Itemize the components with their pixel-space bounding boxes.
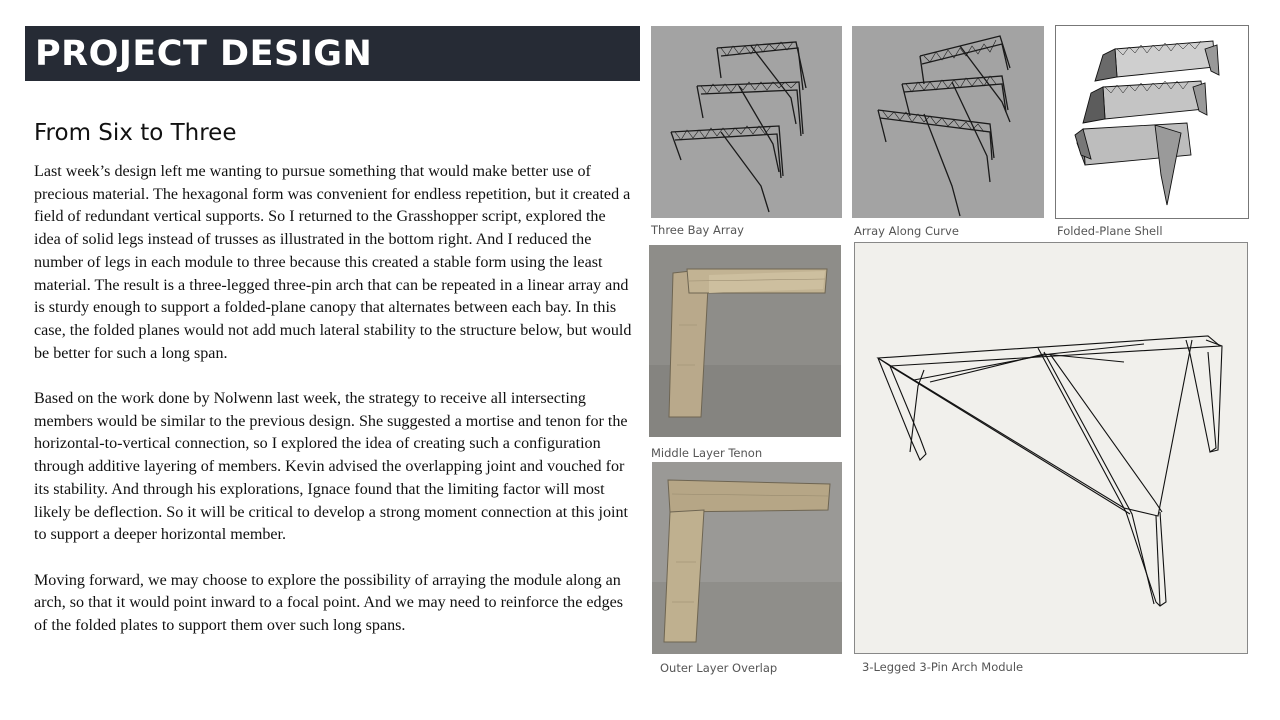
array-along-curve-image — [852, 26, 1044, 218]
paragraph-3: Moving forward, we may choose to explore the possibility of arraying the module along an arch, so that it would point inward to a focal point. And we may need to reinforce the edges of the folded plates to support them over such long spans. — [34, 571, 624, 635]
title-bar — [25, 26, 640, 81]
outer-layer-overlap-photo — [652, 462, 842, 654]
caption-array-along-curve: Array Along Curve — [854, 224, 959, 238]
caption-three-bay-array: Three Bay Array — [651, 223, 744, 237]
section-subtitle: From Six to Three — [34, 120, 237, 146]
paragraph-2: Based on the work done by Nolwenn last week, the strategy to receive all intersecting members would be similar to the previous design. She suggested a mortise and tenon for the horizontal-to-vertical connection, so I explored the idea of creating such a configuration through additive layering of members. Kevin advised the overlapping joint and vouched for its stability. And through his explorations, Ignace found that the limiting factor will most likely be deflection. So it will be critical to develop a strong moment connection at this joint to support a deeper horizontal member. — [34, 390, 628, 544]
page-title: PROJECT DESIGN — [35, 34, 373, 74]
caption-middle-layer-tenon: Middle Layer Tenon — [651, 446, 763, 460]
folded-plane-shell-image — [1055, 25, 1249, 219]
caption-outer-layer-overlap: Outer Layer Overlap — [660, 661, 778, 675]
caption-folded-plane-shell: Folded-Plane Shell — [1057, 224, 1163, 238]
body-text — [34, 161, 634, 660]
arch-module-drawing — [854, 242, 1248, 654]
three-bay-array-image — [651, 26, 842, 218]
paragraph-1: Last week’s design left me wanting to pursue something that would make better use of precious material. The hexagonal form was convenient for endless repetition, but it created a field of redundant vertical supports. So I returned to the Grasshopper script, explored the idea of solid legs instead of trusses as illustrated in the bottom right. And I reduced the number of legs in each module to three because this created a stable form using the least material. The result is a three-legged three-pin arch that can be repeated in a linear array and is sturdy enough to support a folded-plane canopy that alternates between each bay. In this case, the folded planes would not add much lateral stability to the structure below, but would be better for such a long span. — [34, 163, 632, 362]
middle-layer-tenon-photo — [649, 245, 841, 437]
caption-arch-module: 3-Legged 3-Pin Arch Module — [862, 660, 1024, 674]
